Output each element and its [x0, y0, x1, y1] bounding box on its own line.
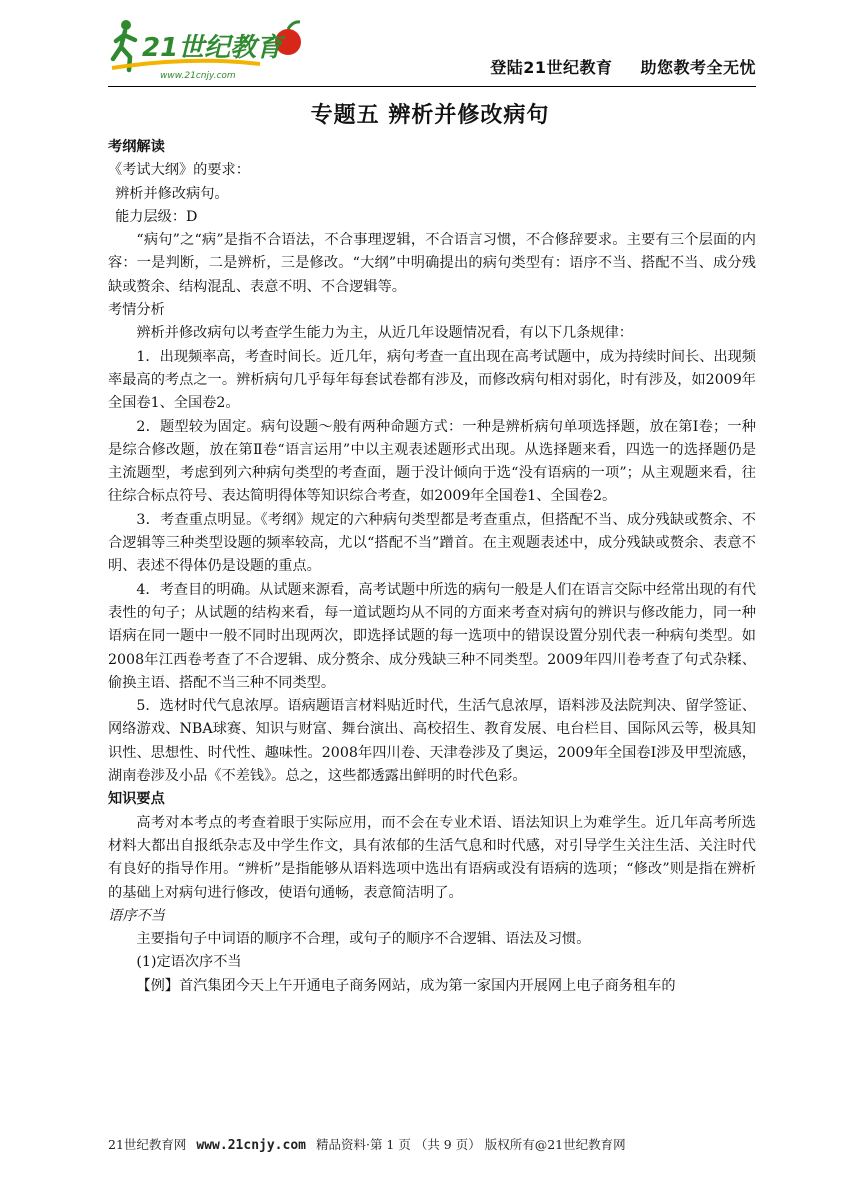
paragraph: 4．考查目的明确。从试题来源看，高考试题中所选的病句一般是人们在语言交际中经常出现的有代表性的句子；从试题的结构来看，每一道试题均从不同的方面来考查对病句的辨识与修改能力，同一种语病在同一题中一般不同时出现两次，即选择试题的每一选项中的错误设置分别代表一种病句类型。如2008年江西卷考查了不合逻辑、成分赘余、成分残缺三种不同类型。2009年四川卷考查了句式杂糅、偷换主语、搭配不当三种不同类型。 [108, 581, 756, 691]
page-footer [108, 1135, 756, 1153]
slogan-left: 登陆21世纪教育 [490, 58, 613, 77]
paragraph: 1．出现频率高，考查时间长。近几年，病句考查一直出现在高考试题中，成为持续时间长、出现频率最高的考点之一。辨析病句几乎每年每套试卷都有涉及，而修改病句相对弱化，时有涉及，如2009年全国卷1、全国卷2。 [108, 348, 756, 412]
footer-page-info: 精品资料·第 1 页 （共 9 页） 版权所有@21世纪教育网 [315, 1137, 626, 1152]
paragraph: 2．题型较为固定。病句设题～般有两种命题方式：一种是辨析病句单项选择题，放在第Ⅰ卷；一种是综合修改题，放在第Ⅱ卷“语言运用”中以主观表述题形式出现。从选择题来看，四选一的选择题仍是主流题型，考虑到列六种病句类型的考查面，题于没计倾向于选“没有语病的一项”；从主观题来看，往往综合标点符号、表达简明得体等知识综合考查，如2009年全国卷1、全国卷2。 [108, 418, 756, 505]
logo-url: www.21cnjy.com [160, 71, 236, 81]
header-slogan [490, 55, 756, 78]
page-header [108, 14, 756, 87]
paragraph: 辨析并修改病句以考查学生能力为主，从近几年设题情况看，有以下几条规律： [136, 325, 633, 342]
paragraph: “病句”之“病”是指不合语法，不合事理逻辑，不合语言习惯，不合修辞要求。主要有三个层面的内容：一是判断，二是辨析，三是修改。“大纲”中明确提出的病句类型有：语序不当、搭配不当、成分残缺或赘余、结构混乱、表意不明、不合逻辑等。 [108, 232, 756, 295]
paragraph: 考情分析 [108, 302, 165, 319]
paragraph: 《考试大纲》的要求： [108, 162, 250, 179]
page-title: 专题五 辨析并修改病句 [310, 103, 550, 128]
paragraph: 3．考查重点明显。《考纲》规定的六种病句类型都是考查重点，但搭配不当、成分残缺或赘余、不合逻辑等三种类型设题的频率较高，尤以“搭配不当”蹭首。在主观题表述中，成分残缺或赘余、表意不明、表述不得体仍是设题的重点。 [108, 511, 756, 575]
footer-site: 21世纪教育网 [108, 1137, 187, 1152]
paragraph: 【例】首汽集团今天上午开通电子商务网站，成为第一家国内开展网上电子商务租车的 [136, 977, 676, 994]
subsection-heading: 语序不当 [108, 907, 165, 924]
section-heading: 知识要点 [108, 791, 165, 808]
footer-url[interactable]: www.21cnjy.com [196, 1138, 306, 1153]
paragraph: 能力层级：D [115, 208, 198, 225]
logo [110, 16, 310, 82]
logo-text: 21世纪教育 [142, 33, 283, 63]
runner-icon [113, 20, 135, 70]
paragraph: (1)定语次序不当 [136, 954, 242, 971]
document-body [108, 136, 756, 998]
paragraph: 高考对本考点的考查着眼于实际应用，而不会在专业术语、语法知识上为难学生。近几年高考所选材料大都出自报纸杂志及中学生作文，具有浓郁的生活气息和时代感，对引导学生关注生活、关注时代有良好的指导作用。“辨析”是指能够从语料选项中选出有语病或没有语病的选项；“修改”则是指在辨析的基础上对病句进行修改，使语句通畅，表意简洁明了。 [108, 814, 756, 901]
paragraph: 主要指句子中词语的顺序不合理，或句子的顺序不合逻辑、语法及习惯。 [136, 931, 591, 948]
paragraph: 辨析并修改病句。 [115, 185, 229, 202]
paragraph: 5．选材时代气息浓厚。语病题语言材料贴近时代，生活气息浓厚，语料涉及法院判决、留学签证、网络游戏、NBA球赛、知识与财富、舞台演出、高校招生、教育发展、电台栏目、国际风云等，极具知识性、思想性、时代性、趣味性。2008年四川卷、天津卷涉及了奥运，2009年全国卷Ⅰ涉及甲型流感，湖南卷涉及小品《不差钱》。总之，这些都透露出鲜明的时代色彩。 [108, 698, 756, 785]
section-heading: 考纲解读 [108, 139, 165, 155]
slogan-right: 助您教考全无忧 [640, 58, 756, 77]
